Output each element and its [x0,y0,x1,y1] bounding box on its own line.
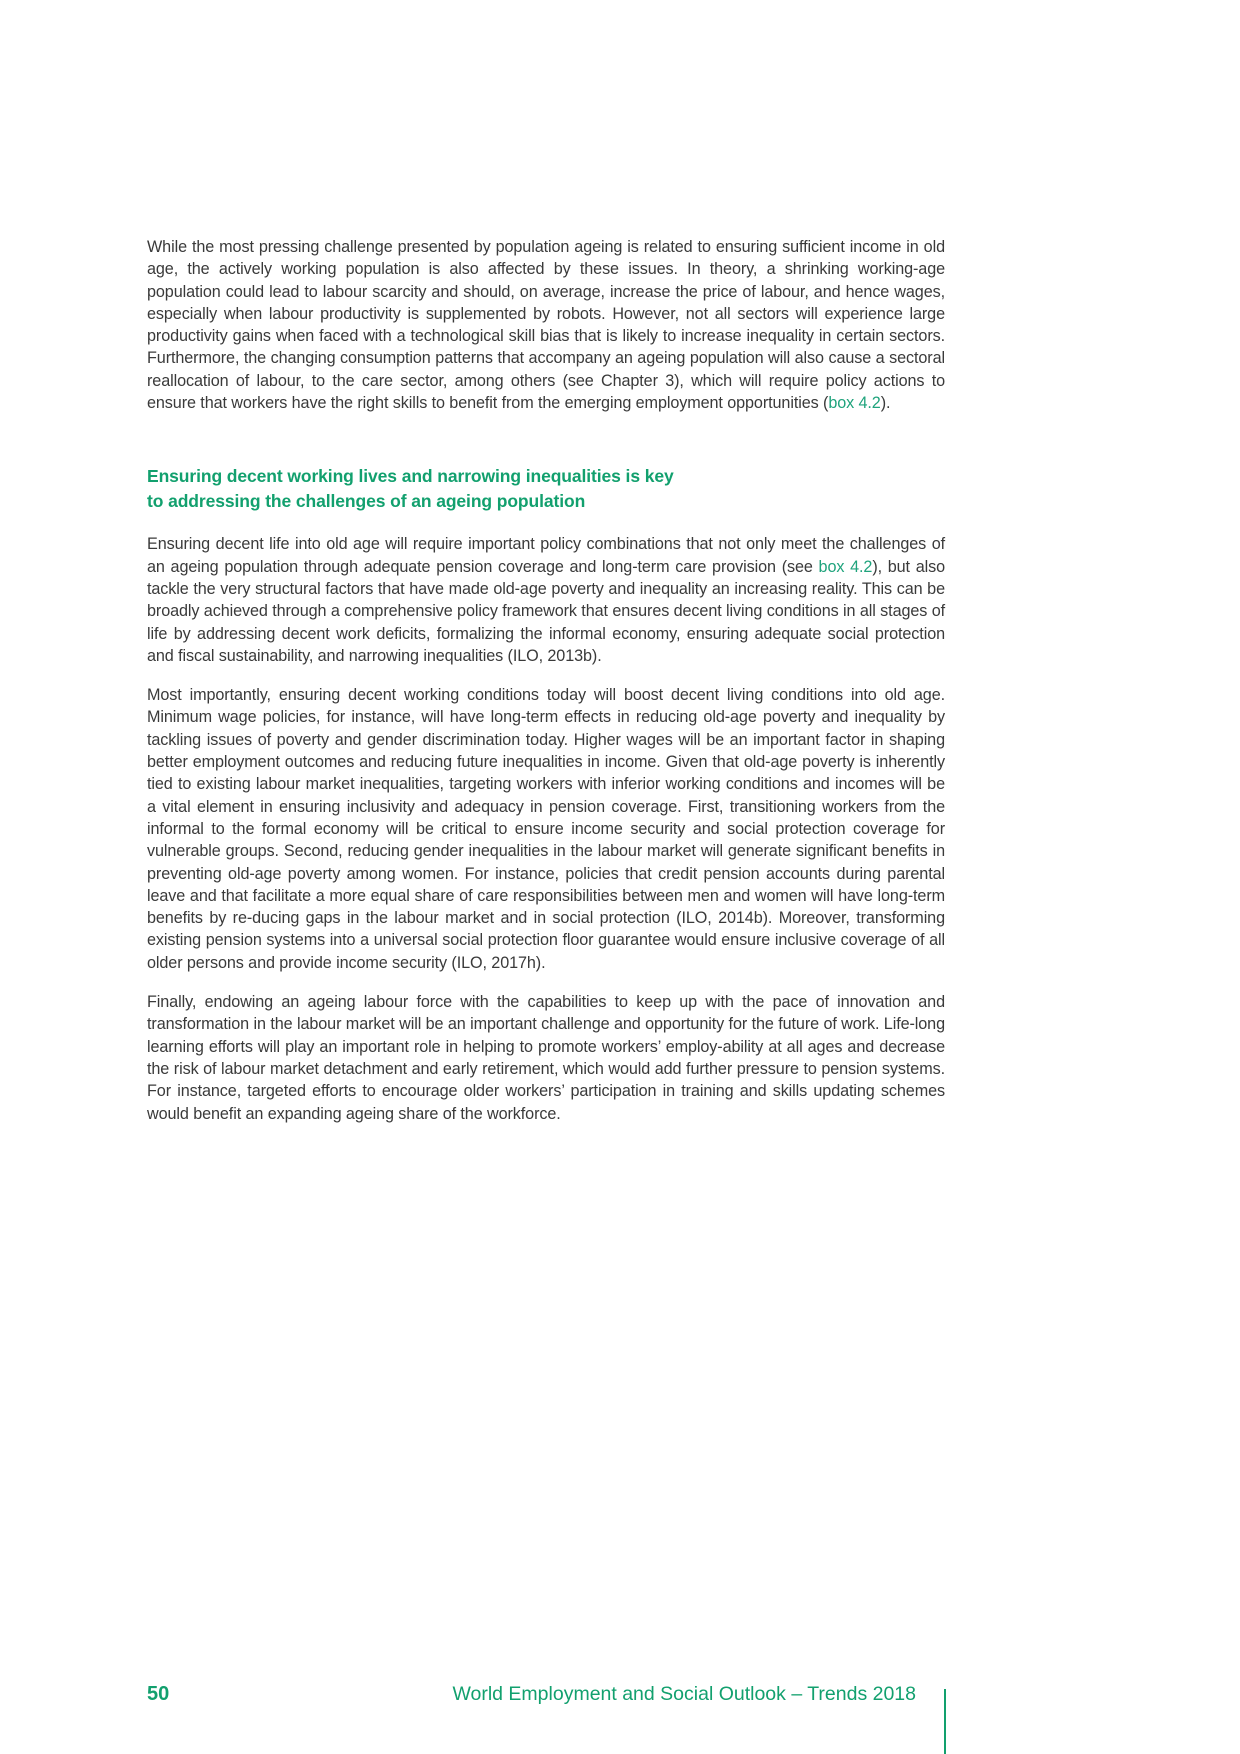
intro-paragraph-end: ). [880,394,891,413]
footer-divider [944,1689,946,1754]
section-paragraph-1-start: Ensuring decent life into old age will require important policy combinations that not only meet the challenges of an ageing population through adequate pension coverage and long-term care provision (see [147,535,945,576]
box-4-2-link[interactable]: box 4.2 [828,394,881,413]
publication-title: World Employment and Social Outlook – Trends 2018 [452,1683,916,1705]
section-heading-line-1: Ensuring decent working lives and narrowing inequalities is key [147,466,674,487]
main-content [147,236,945,1142]
section-paragraph-3: Finally, endowing an ageing labour force with the capabilities to keep up with the pace of innovation and transformation in the labour market will be an important challenge and opportunity for the future of work. Life-long learning efforts will play an important role in helping to promote workers’ employ-ability at all ages and decrease the risk of labour market detachment and early retirement, which would add further pressure to pension systems. For instance, targeted efforts to encourage older workers’ participation in training and skills updating schemes would benefit an expanding ageing share of the workforce. [147,993,945,1123]
intro-paragraph [147,236,945,414]
section-paragraph-1 [147,533,945,667]
box-4-2-link-2[interactable]: box 4.2 [818,557,873,576]
section-paragraph-1-rest: ), but also tackle the very structural factors that have made old-age poverty and inequality an increasing reality. This can be broadly achieved through a comprehensive policy framework that ensures decent living conditions in all stages of life by addressing decent work deficits, formalizing the informal economy, ensuring adequate social protection and fiscal sustainability, and narrowing inequalities (ILO, 2013b). [147,557,946,665]
section-heading [147,464,945,514]
section-heading-line-2: to addressing the challenges of an ageing population [147,491,586,512]
section-paragraph-2: Most importantly, ensuring decent working conditions today will boost decent living conditions into old age. Minimum wage policies, for instance, will have long-term effects in reducing old-age poverty and inequality by tackling issues of poverty and gender discrimination today. Higher wages will be an important factor in shaping better employment outcomes and reducing future inequalities in income. Given that old-age poverty is inherently tied to existing labour market inequalities, targeting workers with inferior working conditions and incomes will be a vital element in ensuring inclusivity and adequacy in pension coverage. First, transitioning workers from the informal to the formal economy will be critical to ensure income security and social protection coverage for vulnerable groups. Second, reducing gender inequalities in the labour market will generate significant benefits in preventing old-age poverty among women. For instance, policies that credit pension accounts during parental leave and that facilitate a more equal share of care responsibilities between men and women will have long-term benefits by re-ducing gaps in the labour market and in social protection (ILO, 2014b). Moreover, transforming existing pension systems into a universal social protection floor guarantee would ensure inclusive coverage of all older persons and provide income security (ILO, 2017h). [147,686,945,972]
page-number: 50 [147,1683,170,1705]
intro-paragraph-text: While the most pressing challenge presented by population ageing is related to ensuring sufficient income in old age, the actively working population is also affected by these issues. In theory, a shrinking working-age population could lead to labour scarcity and should, on average, increase the price of labour, and hence wages, especially when labour productivity is supplemented by robots. However, not all sectors will experience large productivity gains when faced with a technological skill bias that is likely to increase inequality in certain sectors. Furthermore, the changing consumption patterns that accompany an ageing population will also cause a sectoral reallocation of labour, to the care sector, among others (see Chapter 3), which will require policy actions to ensure that workers have the right skills to benefit from the emerging employment opportunities ( [147,238,945,413]
